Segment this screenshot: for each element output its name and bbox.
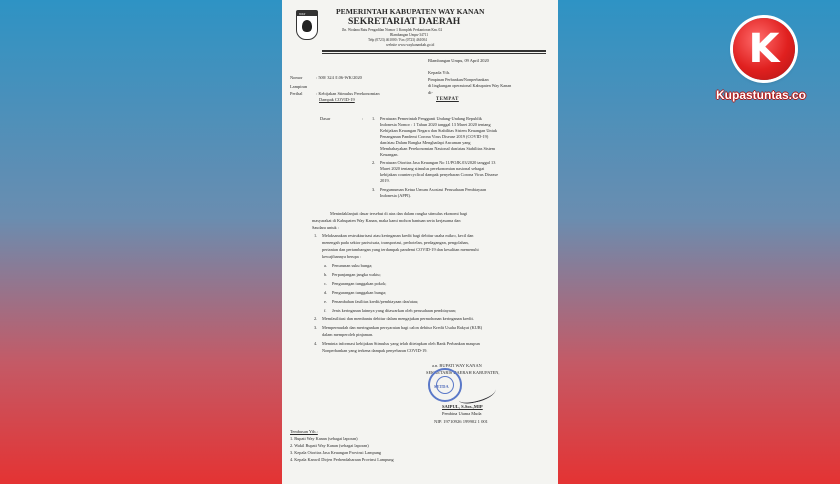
brand-letter: K	[748, 26, 780, 72]
dasar-item-3-line: Indonesia (APPI).	[380, 193, 412, 198]
letter-document	[282, 0, 558, 484]
dasar-item-3-number: 3.	[372, 187, 376, 192]
body-intro-line: Menindaklanjuti dasar tersebut di atas dan dalam rangka stimulus ekonomi bagi	[330, 211, 468, 216]
dasar-item-2-line: kebijakan countercyclical dampak penyebaran Corona Virus Disease	[380, 172, 499, 177]
point-1-line: kewajibannya berupa :	[322, 254, 361, 259]
recipient-kepada: Kepada Yth.	[428, 70, 451, 75]
subpoint-letter: a.	[324, 263, 327, 268]
background-left	[0, 0, 282, 484]
tembusan-item: 3. Kepala Otoritas Jasa Keuangan Provinsi Lampung	[290, 450, 382, 455]
subpoint-letter: c.	[324, 281, 327, 286]
point-3-number: 3.	[314, 325, 318, 330]
subpoint-letter: f.	[324, 308, 327, 313]
background-right	[558, 0, 840, 484]
handwritten-signature-icon	[457, 384, 497, 406]
logo-label: WAY KANAN	[299, 12, 310, 20]
dasar-item-1-line: Membahayakan Perekonomian Nasional dan/atau Stabilitas Sistem	[380, 146, 496, 151]
lampiran-label: Lampiran	[290, 84, 308, 89]
dasar-item-1-line: Indonesia Nomor : 1 Tahun 2020 tanggal 13 Maret 2020 tentang	[380, 122, 491, 127]
dasar-item-1-number: 1.	[372, 116, 376, 121]
dasar-item-2-line: Maret 2020 tentang stimulus perekonomian nasional sebagai	[380, 166, 485, 171]
perihal-label: Perihal	[290, 91, 303, 96]
stamp-text: SETDA	[434, 384, 449, 389]
dasar-item-1-line: Peraturan Pemerintah Pengganti Undang-Undang Republik	[380, 116, 482, 121]
body-intro-line: Saudara untuk :	[312, 225, 339, 230]
header-line1: PEMERINTAH KABUPATEN WAY KANAN	[336, 7, 485, 16]
recipient-tempat: TEMPAT	[436, 97, 459, 102]
signatory-name: SAIPUL, S.Sos.,MIP	[442, 404, 483, 409]
dasar-item-2-line: 2019.	[380, 178, 390, 183]
letterhead-rule-thin	[322, 53, 546, 54]
header-phone: Telp (0723) 461000 / Fax (0723) 461004	[368, 38, 427, 42]
signatory-nip: NIP. 19710926 199902 1 001	[434, 419, 488, 424]
signature-line2: SEKRETARIS DAERAH KABUPATEN,	[426, 370, 500, 375]
header-line2: SEKRETARIAT DAERAH	[348, 16, 461, 27]
point-4-line: Nonperbankan yang terkena dampak penyebaran COVID-19.	[322, 348, 428, 353]
tembusan-item: 4. Kepala Kanwil Dirjen Perbendaharaan Provinsi Lampung	[290, 457, 394, 462]
recipient-line2: di lingkungan operasional Kabupaten Way Kanan	[428, 83, 512, 88]
nomor-label: Nomor	[290, 75, 303, 80]
perihal-value-2: Dampak COVID-19	[319, 97, 355, 102]
subpoint-letter: e.	[324, 299, 327, 304]
perihal-value: : Kebijakan Stimulus Perekonomian	[316, 91, 380, 96]
point-1-number: 1.	[314, 233, 318, 238]
recipient-di: di-	[428, 90, 433, 95]
subpoint-text: Perpanjangan jangka waktu;	[332, 272, 381, 277]
tembusan-item: 2. Wakil Bupati Way Kanan (sebagai laporan)	[290, 443, 369, 448]
header-website: website www.waykanankab.go.id	[386, 43, 435, 47]
dasar-item-2-line: Peraturan Otoritas Jasa Keuangan No 11/POJK.03/2020 tanggal 13	[380, 160, 496, 165]
dasar-colon: :	[362, 116, 364, 121]
signature-line1: a.n. BUPATI WAY KANAN	[432, 363, 482, 368]
tembusan-item: 1. Bupati Way Kanan (sebagai laporan)	[290, 436, 358, 441]
point-4-number: 4.	[314, 341, 318, 346]
point-3-line: Mempermudah dan meringankan persyaratan bagi calon debitur Kredit Usaha Rakyat (KUR)	[322, 325, 483, 330]
point-2-line: Memfasilitasi dan membantu debitur dalam mengajukan permohonan keringanan kredit.	[322, 316, 474, 321]
way-kanan-logo-icon	[296, 10, 318, 40]
point-1-line: menengah pada sektor pariwisata, transportasi, perhotelan, perdagangan, pengolahan,	[322, 240, 469, 245]
subpoint-letter: b.	[324, 272, 328, 277]
subpoint-text: Pengurangan tunggakan pokok;	[332, 281, 387, 286]
point-3-line: dalam memperoleh pinjaman.	[322, 332, 374, 337]
point-1-line: pertanian dan pertambangan yang terdampak pandemi COVID-19 dan kesulitan memenuhi	[322, 247, 479, 252]
dasar-item-3-line: Pengumuman Ketua Umum Asosiasi Perusahaan Pembiayaan	[380, 187, 487, 192]
tembusan-title: Tembusan Yth.:	[290, 429, 318, 434]
place-date: Blambangan Umpu, 09 April 2020	[428, 58, 489, 63]
dasar-item-1-line: Kebijakan Keuangan Negara dan Stabilitas Sistem Keuangan Untuk	[380, 128, 498, 133]
header-address1: Jln. Wodana Ratu Pengadilan Nomor 1 Komplek Perkantoran Km. 02	[342, 28, 443, 32]
recipient-line1: Pimpinan Perbankan/Nonperbankan	[428, 77, 489, 82]
nomor-value: : 500/ 324 /I.06-WK/2020	[316, 75, 362, 80]
point-1-line: Melaksanakan restrukturisasi atau keringanan kredit bagi debitur usaha mikro, kecil dan	[322, 233, 474, 238]
signatory-rank: Pembina Utama Muda	[442, 411, 482, 416]
dasar-item-1-line: dan/atau Dalam Rangka Menghadapi Ancaman yang	[380, 140, 471, 145]
brand-name: Kupastuntas.co	[716, 88, 807, 102]
subpoint-letter: d.	[324, 290, 328, 295]
subpoint-text: Penambahan fasilitas kredit/pembiayaan dan/atau;	[332, 299, 419, 304]
kupastuntas-logo-icon	[733, 18, 795, 80]
body-intro-line: masyarakat di Kabupaten Way Kanan, maka kami mohon bantuan serta kerjasama dan	[312, 218, 461, 223]
dasar-item-1-line: Keuangan.	[380, 152, 399, 157]
letterhead-rule	[322, 50, 546, 52]
point-4-line: Meminta informasi kebijakan Stimulus yang telah ditetapkan oleh Bank Perbankan maupun	[322, 341, 480, 346]
point-2-number: 2.	[314, 316, 318, 321]
subpoint-text: Pengurangan tunggakan bunga;	[332, 290, 387, 295]
subpoint-text: Jenis keringanan lainnya yang ditawarkan oleh perusahaan pembiayaan;	[332, 308, 456, 313]
dasar-label: Dasar	[320, 116, 331, 121]
subpoint-text: Penurunan suku bunga;	[332, 263, 373, 268]
dasar-item-1-line: Penanganan Pandemi Corona Virus Disease 2019 (COVID-19)	[380, 134, 489, 139]
dasar-item-2-number: 2.	[372, 160, 376, 165]
header-address2: Blambangan Umpu-34711	[390, 33, 429, 37]
